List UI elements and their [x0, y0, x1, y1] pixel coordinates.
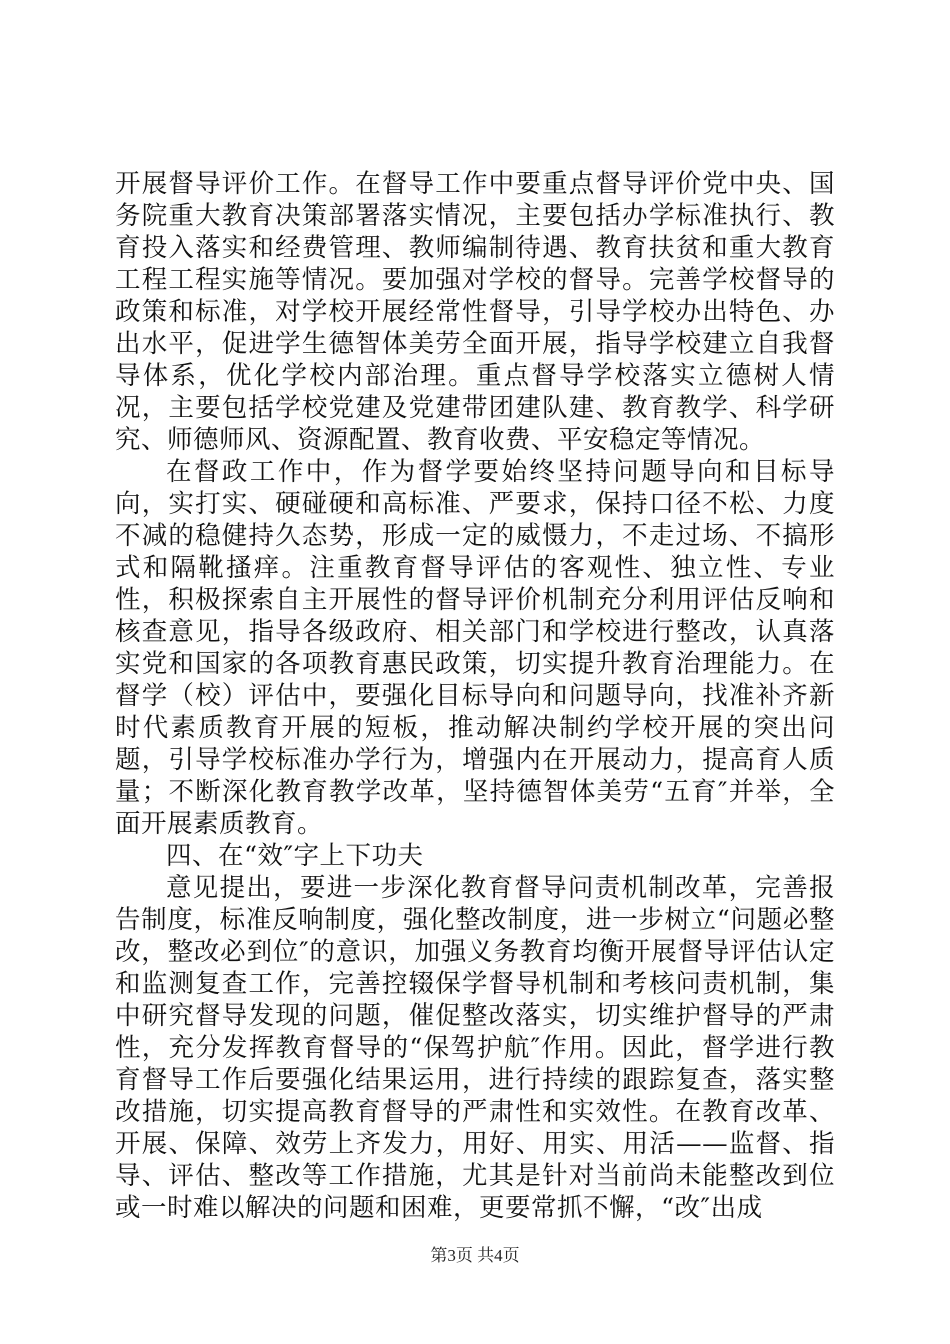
page-footer: 第3页 共4页	[430, 1246, 520, 1265]
paragraph-1: 开展督导评价工作。在督导工作中要重点督导评价党中央、国务院重大教育决策部署落实情况，主要包括办学标准执行、教育投入落实和经费管理、教师编制待遇、教育扶贫和重大教育工程工程实施等情况。要加强对学校的督导。完善学校督导的政策和标准，对学校开展经常性督导，引导学校办出特色、办出水平，促进学生德智体美劳全面开展，指导学校建立自我督导体系，优化学校内部治理。重点督导学校落实立德树人情况，主要包括学校党建及党建带团建队建、教育教学、科学研究、师德师风、资源配置、教育收费、平安稳定等情况。	[115, 169, 835, 455]
paragraph-2: 在督政工作中，作为督学要始终坚持问题导向和目标导向，实打实、硬碰硬和高标准、严要求，保持口径不松、力度不减的稳健持久态势，形成一定的威慑力，不走过场、不搞形式和隔靴搔痒。注重教育督导评估的客观性、独立性、专业性，积极探索自主开展性的督导评价机制充分利用评估反响和核查意见，指导各级政府、相关部门和学校进行整改，认真落实党和国家的各项教育惠民政策，切实提升教育治理能力。在督学（校）评估中，要强化目标导向和问题导向，找准补齐新时代素质教育开展的短板，推动解决制约学校开展的突出问题，引导学校标准办学行为，增强内在开展动力，提高育人质量；不断深化教育教学改革，坚持德智体美劳“五育″并举，全面开展素质教育。	[115, 457, 835, 839]
document-body	[115, 168, 835, 1224]
paragraph-3: 意见提出，要进一步深化教育督导问责机制改革，完善报告制度，标准反响制度，强化整改制度，进一步树立“问题必整改，整改必到位″的意识，加强义务教育均衡开展督导评估认定和监测复查工作，完善控辍保学督导机制和考核问责机制，集中研究督导发现的问题，催促整改落实，切实维护督导的严肃性，充分发挥教育督导的“保驾护航″作用。因此，督学进行教育督导工作后要强化结果运用，进行持续的跟踪复查，落实整改措施，切实提高教育督导的严肃性和实效性。在教育改革、开展、保障、效劳上齐发力，用好、用实、用活——监督、指导、评估、整改等工作措施，尤其是针对当前尚未能整改到位或一时难以解决的问题和困难，更要常抓不懈，“改″出成	[115, 873, 835, 1223]
section-heading-4: 四、在“效″字上下功夫	[166, 841, 424, 871]
